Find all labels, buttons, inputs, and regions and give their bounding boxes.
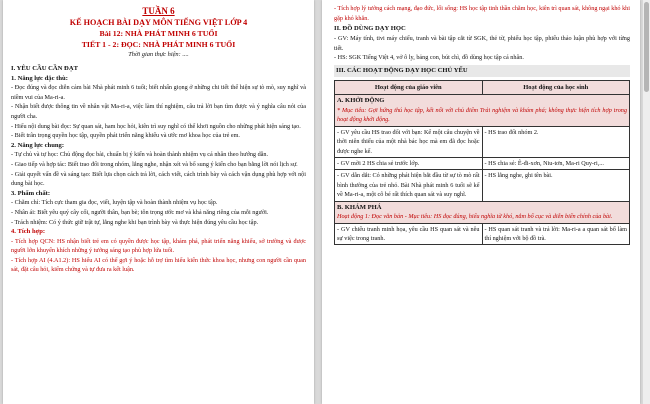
activity-objective: - Mục tiêu: HS đọc đúng, hiểu nghĩa từ khó, nắm bố cục và diễn biến chính của bài.	[403, 213, 613, 221]
teacher-activity-cell: - GV chiếu tranh minh họa, yêu cầu HS quan sát và nêu sự việc trong tranh.	[335, 223, 483, 245]
scrollbar-thumb[interactable]	[644, 2, 649, 92]
time-line: Thời gian thực hiện: ....	[128, 51, 189, 58]
column-header-teacher: Hoạt động của giáo viên	[335, 80, 483, 94]
phase-objective-warmup: * Mục tiêu: Gợi hứng thú học tập, kết nối với chủ điểm Trải nghiệm và khám phá; không thực hiện tích hợp trong hoạt động khởi động.	[337, 106, 627, 124]
paragraph: - Giải quyết vấn đề và sáng tạo: Biết lựa chọn cách trả lời, cách viết, cách trình bày và cách vận dụng phù hợp với nội dung bài học.	[11, 170, 306, 188]
lesson-title: Bài 12: NHÀ PHÁT MINH 6 TUỔI	[99, 29, 218, 38]
section-main-activities: III. CÁC HOẠT ĐỘNG DẠY HỌC CHỦ YẾU	[334, 65, 630, 77]
phase-row-explore	[335, 201, 630, 223]
phase-cell-warmup	[335, 95, 630, 126]
phase-title-warmup: A. KHỞI ĐỘNG	[337, 97, 385, 105]
table-row	[335, 223, 630, 245]
period-title: TIẾT 1 - 2: ĐỌC: NHÀ PHÁT MINH 6 TUỔI	[81, 40, 236, 49]
integration-note: - Tích hợp lý tưởng cách mạng, đạo đức, lối sống: HS học tập tinh thần chăm học, kiên trì quan sát, không ngại khó khi gặp khó khăn.	[334, 5, 630, 22]
section-teaching-materials: II. ĐỒ DÙNG DẠY HỌC	[334, 25, 406, 33]
teacher-activity-cell: - GV yêu cầu HS trao đổi với bạn: Kể một câu chuyện về thời niên thiếu của một nhà bác học mà em đã đọc hoặc được nghe kể.	[335, 126, 483, 157]
vertical-scrollbar[interactable]	[643, 0, 650, 404]
subsection-integration: 4. Tích hợp:	[11, 228, 46, 236]
student-activity-cell: - HS trao đổi nhóm 2.	[482, 126, 630, 157]
week-heading: TUẦN 6	[142, 6, 175, 16]
subsection-general-competence: 2. Năng lực chung:	[11, 141, 65, 149]
column-header-student: Hoạt động của học sinh	[482, 80, 630, 94]
page-left-content	[11, 6, 306, 275]
teacher-activity-cell: - GV mời 2 HS chia sẻ trước lớp.	[335, 158, 483, 170]
paragraph: - Trách nhiệm: Có ý thức giữ trật tự, lắng nghe khi bạn trình bày và thực hiện đúng yêu cầu học tập.	[11, 218, 259, 226]
teacher-activity-cell: - GV dẫn dắt: Có những phát hiện bắt đầu từ sự tò mò rất bình thường của trẻ nhỏ. Bài Nhà phát minh 6 tuổi sẽ kể về Ma-ri-a, một cô bé rất thích quan sát và suy nghĩ.	[335, 170, 483, 201]
activity-label: Hoạt động 1: Đọc văn bản	[337, 213, 404, 221]
table-header-row	[335, 80, 630, 94]
page-right-content	[334, 4, 630, 245]
phase-objective-explore	[337, 212, 627, 221]
paragraph: - Hiểu nội dung bài đọc: Sự quan sát, ham học hỏi, kiên trì suy nghĩ có thể khơi nguồn cho những phát hiện sáng tạo.	[11, 122, 301, 130]
document-page-right	[322, 0, 640, 404]
student-activity-cell: - HS lắng nghe, ghi tên bài.	[482, 170, 630, 201]
plan-title: KẾ HOẠCH BÀI DẠY MÔN TIẾNG VIỆT LỚP 4	[69, 18, 248, 27]
subsection-qualities: 3. Phẩm chất:	[11, 189, 51, 197]
paragraph: - Biết trân trọng quyền học tập, quyền phát triển năng khiếu và ước mơ khoa học của trẻ em.	[11, 132, 240, 140]
paragraph: - Chăm chỉ: Tích cực tham gia đọc, viết, luyện tập và hoàn thành nhiệm vụ học tập.	[11, 199, 218, 207]
paragraph: - Giao tiếp và hợp tác: Biết trao đổi trong nhóm, lắng nghe, nhận xét và bổ sung ý kiến cho bạn bằng lời nói lịch sự.	[11, 160, 298, 168]
section-objectives: I. YÊU CẦU CẦN ĐẠT	[11, 65, 78, 72]
student-activity-cell: - HS chia sẻ: Ê-đi-xơn, Niu-tơn, Ma-ri Quy-ri,...	[482, 158, 630, 170]
table-row	[335, 170, 630, 201]
phase-row-warmup	[335, 95, 630, 126]
student-activity-cell: - HS quan sát tranh và trả lời: Ma-ri-a a quan sát bố làm thí nghiệm với bộ đồ trà.	[482, 223, 630, 245]
phase-title-explore: B. KHÁM PHÁ	[337, 203, 382, 211]
table-row	[335, 126, 630, 157]
document-page-left	[3, 0, 314, 404]
paragraph-student-materials: - HS: SGK Tiếng Việt 4, vở ô ly, bảng con, bút chì, đồ dùng học tập cá nhân.	[334, 54, 524, 62]
table-row	[335, 158, 630, 170]
activities-table	[334, 80, 630, 245]
paragraph: - Đọc đúng và đọc diễn cảm bài Nhà phát minh 6 tuổi; biết nhấn giọng ở những chi tiết thể hiện sự tò mò, suy nghĩ và niềm vui của Ma-ri-a.	[11, 84, 306, 101]
paragraph-teacher-materials: - GV: Máy tính, tivi máy chiếu, tranh và bài tập cắt từ SGK, thẻ từ, phiếu học tập, phiếu thảo luận phù hợp với từng tiết.	[334, 35, 630, 52]
subsection-specific-competence: 1. Năng lực đặc thù:	[11, 74, 68, 82]
paragraph: - Nhân ái: Biết yêu quý cây cối, người thân, bạn bè; tôn trọng ước mơ và khả năng riêng của mỗi người.	[11, 208, 269, 216]
paragraph: - Tự chủ và tự học: Chủ động đọc bài, chuẩn bị ý kiến và hoàn thành nhiệm vụ cá nhân theo hướng dẫn.	[11, 151, 269, 159]
phase-cell-explore	[335, 201, 630, 223]
paragraph-integration: - Tích hợp QCN: HS nhận biết trẻ em có quyền được học tập, khám phá, phát triển năng khiếu, sở trường và được người lớn khuyến khích những ý tưởng sáng tạo phù hợp lứa tuổi.	[11, 237, 306, 255]
paragraph-integration: - Tích hợp AI (4.A1.2): HS hiểu AI có thể gợi ý hoặc hỗ trợ tìm hiểu kiến thức khoa học, nhưng con người cần quan sát, đặt câu hỏi, kiểm chứng và tự đưa ra kết luận.	[11, 256, 306, 274]
paragraph: - Nhận biết được thông tin về nhân vật Ma-ri-a, việc làm thí nghiệm, câu trả lời bạn tìm được và ý nghĩa câu nói của người cha.	[11, 103, 306, 120]
